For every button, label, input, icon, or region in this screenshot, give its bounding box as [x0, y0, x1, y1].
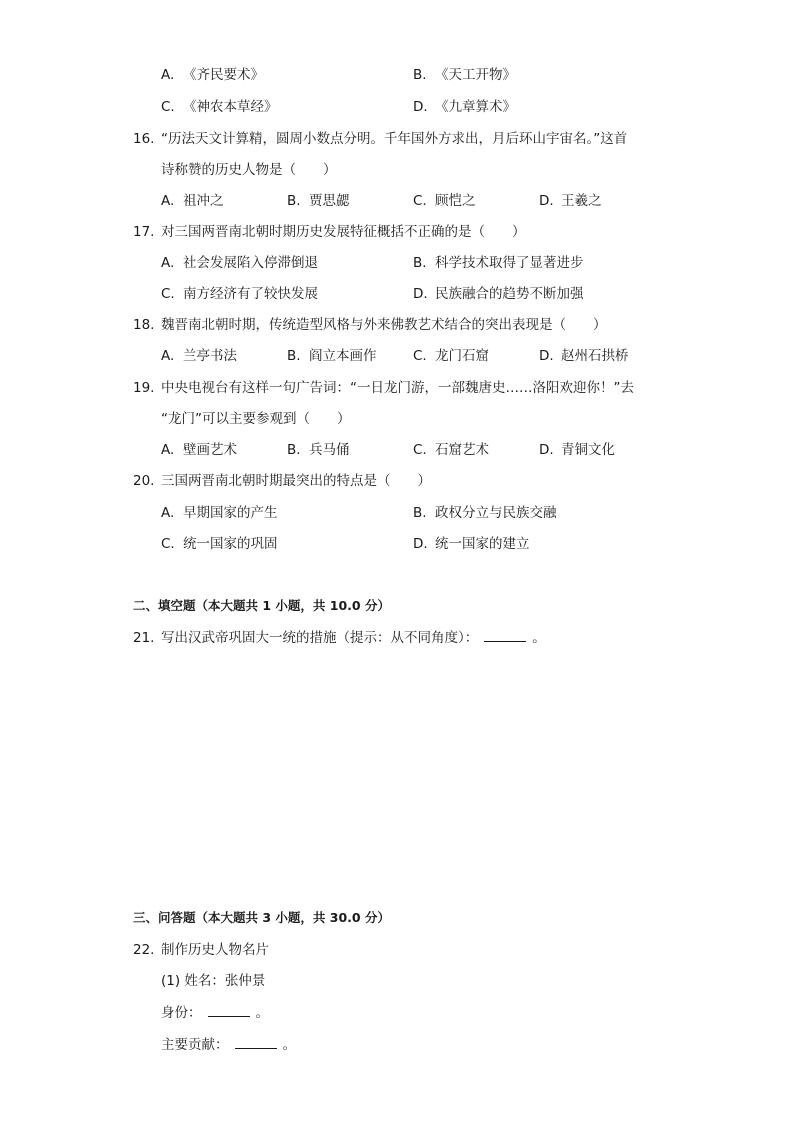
q15-option-b: B. 《天工开物》 — [413, 67, 516, 83]
q22-sub1-name: (1) 姓名：张仲景 — [161, 973, 266, 989]
q22-contribution-line: 主要贡献： 。 — [161, 1037, 296, 1053]
section-fill-in-heading: 二、填空题（本大题共 1 小题，共 10.0 分） — [133, 598, 390, 613]
q19-stem-line2: “龙门”可以主要参观到（ ） — [161, 411, 351, 427]
section-qa-heading: 三、问答题（本大题共 3 小题，共 30.0 分） — [133, 910, 390, 925]
q17-option-b: B. 科学技术取得了显著进步 — [413, 255, 584, 271]
q21-answer-blank[interactable] — [484, 629, 526, 642]
q15-option-c: C. 《神农本草经》 — [161, 99, 278, 115]
q20-option-d: D. 统一国家的建立 — [413, 536, 530, 552]
q20-option-c: C. 统一国家的巩固 — [161, 536, 278, 552]
q18-option-a: A. 兰亭书法 — [161, 348, 237, 364]
q20-option-b: B. 政权分立与民族交融 — [413, 505, 557, 521]
q18-option-c: C. 龙门石窟 — [413, 348, 489, 364]
q19-option-d: D. 青铜文化 — [539, 442, 615, 458]
q22-identity-line: 身份： 。 — [161, 1005, 269, 1021]
q18-option-d: D. 赵州石拱桥 — [539, 348, 629, 364]
q22-identity-blank[interactable] — [208, 1004, 250, 1017]
q16-option-b: B. 贾思勰 — [287, 193, 350, 209]
q16-option-d: D. 王羲之 — [539, 193, 602, 209]
q16-option-a: A. 祖冲之 — [161, 193, 224, 209]
q15-option-d: D. 《九章算术》 — [413, 99, 516, 115]
q17-option-c: C. 南方经济有了较快发展 — [161, 286, 318, 302]
q22-contribution-blank[interactable] — [235, 1036, 277, 1049]
q18-option-b: B. 阎立本画作 — [287, 348, 377, 364]
q17-option-d: D. 民族融合的趋势不断加强 — [413, 286, 584, 302]
q17-option-a: A. 社会发展陷入停滞倒退 — [161, 255, 318, 271]
q19-option-b: B. 兵马俑 — [287, 442, 350, 458]
q19-option-c: C. 石窟艺术 — [413, 442, 489, 458]
q19-option-a: A. 壁画艺术 — [161, 442, 237, 458]
q16-option-c: C. 顾恺之 — [413, 193, 476, 209]
q20-option-a: A. 早期国家的产生 — [161, 505, 278, 521]
q15-option-a: A. 《齐民要术》 — [161, 67, 264, 83]
q16-stem-line2: 诗称赞的历史人物是（ ） — [161, 162, 337, 178]
